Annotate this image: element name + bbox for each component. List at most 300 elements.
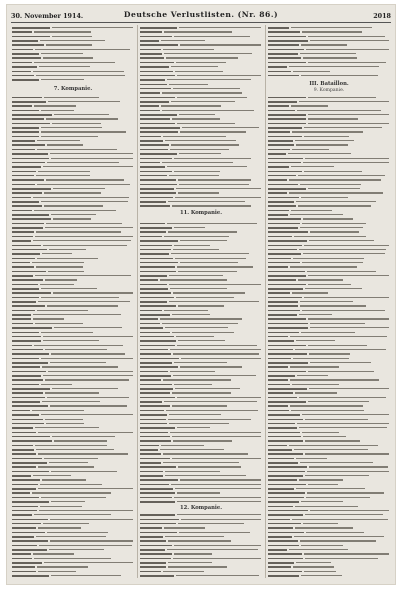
text-line	[176, 575, 259, 576]
text-line	[37, 258, 98, 259]
text-line	[291, 166, 334, 167]
text-line	[175, 71, 223, 72]
text-line	[140, 240, 178, 242]
text-line	[12, 432, 36, 434]
text-line	[268, 105, 289, 107]
text-line	[174, 497, 261, 498]
text-line	[309, 353, 350, 354]
text-line	[268, 379, 288, 381]
text-line	[164, 236, 229, 237]
text-line	[12, 575, 49, 577]
text-line	[51, 353, 125, 354]
text-line	[52, 388, 117, 389]
text-line	[268, 566, 291, 568]
text-line	[12, 397, 45, 399]
text-line	[32, 410, 84, 411]
text-line	[140, 153, 177, 155]
text-line	[37, 184, 130, 185]
text-line	[162, 92, 242, 93]
text-line	[177, 266, 254, 267]
text-line	[140, 144, 169, 146]
text-line	[40, 506, 82, 507]
text-line	[38, 571, 76, 572]
text-line	[140, 188, 174, 190]
text-line	[308, 275, 389, 276]
text-line	[12, 566, 35, 568]
text-line	[268, 66, 287, 68]
text-line	[268, 214, 288, 216]
text-line	[170, 432, 261, 433]
text-line	[310, 362, 371, 363]
text-line	[51, 575, 121, 576]
text-line	[268, 388, 307, 390]
text-line	[12, 166, 41, 168]
section-heading: 7. Kompanie.	[53, 86, 93, 92]
text-line	[170, 288, 227, 289]
text-line	[43, 375, 133, 376]
text-line	[140, 318, 158, 320]
text-line	[268, 144, 294, 146]
text-line	[169, 275, 223, 276]
text-line	[140, 66, 169, 68]
text-line	[268, 536, 292, 538]
text-line	[176, 188, 261, 189]
text-line	[12, 506, 38, 508]
text-line	[35, 445, 108, 446]
text-line	[12, 31, 32, 33]
text-line	[140, 166, 165, 168]
text-line	[34, 345, 123, 346]
text-line	[12, 336, 41, 338]
text-line	[33, 475, 71, 476]
text-line	[140, 405, 170, 407]
text-line	[268, 123, 306, 125]
text-line	[268, 558, 303, 560]
text-line	[163, 453, 248, 454]
text-line	[41, 79, 84, 80]
text-line	[140, 53, 162, 55]
text-line	[140, 553, 172, 555]
text-line	[12, 240, 31, 242]
text-line	[140, 401, 162, 403]
text-line	[38, 453, 128, 454]
text-line	[174, 158, 251, 159]
text-line	[268, 332, 299, 334]
text-line	[294, 236, 366, 237]
text-line	[12, 231, 34, 233]
text-line	[52, 27, 133, 28]
text-line	[140, 388, 173, 390]
text-line	[304, 297, 389, 298]
text-line	[290, 266, 358, 267]
text-line	[41, 110, 74, 111]
text-line	[268, 519, 290, 521]
text-line	[140, 88, 171, 90]
text-line	[12, 258, 35, 260]
text-line	[296, 144, 348, 145]
text-line	[174, 362, 227, 363]
text-line	[49, 249, 86, 250]
header-page-number: 2018	[373, 12, 391, 20]
text-line	[268, 310, 300, 312]
text-line	[179, 27, 261, 28]
text-line	[268, 292, 290, 294]
text-line	[140, 484, 169, 486]
text-line	[299, 101, 389, 102]
text-line	[268, 279, 296, 281]
text-line	[171, 144, 239, 145]
text-line	[140, 110, 160, 112]
text-line	[163, 462, 239, 463]
text-line	[178, 523, 243, 524]
text-line	[12, 271, 46, 273]
text-line	[268, 140, 293, 142]
text-line	[52, 123, 101, 124]
text-line	[42, 253, 72, 254]
text-line	[296, 201, 376, 202]
text-line	[268, 353, 307, 355]
text-line	[12, 171, 36, 173]
text-line	[308, 318, 389, 319]
text-line	[41, 288, 97, 289]
text-line	[140, 419, 166, 421]
text-line	[38, 466, 94, 467]
text-line	[295, 349, 386, 350]
text-line	[302, 262, 364, 263]
text-line	[291, 410, 364, 411]
text-line	[12, 288, 39, 290]
text-line	[268, 419, 303, 421]
text-line	[293, 258, 364, 259]
text-line	[12, 162, 45, 164]
text-line	[268, 336, 288, 338]
text-line	[268, 40, 308, 42]
text-line	[140, 101, 169, 103]
text-line	[302, 432, 340, 433]
text-line	[140, 79, 165, 81]
text-line	[268, 136, 302, 138]
text-line	[268, 97, 306, 99]
text-line	[12, 375, 41, 377]
text-line	[140, 566, 166, 568]
text-line	[140, 31, 162, 33]
text-line	[12, 62, 32, 64]
text-line	[140, 471, 163, 473]
text-line	[303, 218, 353, 219]
text-line	[50, 540, 133, 541]
text-line	[163, 379, 231, 380]
text-line	[173, 292, 246, 293]
text-line	[12, 127, 39, 129]
text-line	[163, 571, 204, 572]
text-line	[54, 440, 108, 441]
text-line	[295, 506, 359, 507]
text-line	[34, 210, 116, 211]
text-line	[179, 153, 220, 154]
text-line	[303, 57, 356, 58]
text-line	[174, 545, 261, 546]
text-line	[164, 310, 208, 311]
text-line	[42, 366, 118, 367]
text-line	[174, 227, 205, 228]
text-line	[293, 566, 334, 567]
text-line	[46, 44, 92, 45]
text-line	[164, 31, 233, 32]
text-line	[268, 401, 306, 403]
text-line	[308, 401, 369, 402]
text-line	[140, 427, 175, 429]
text-line	[12, 179, 44, 181]
text-line	[182, 127, 259, 128]
text-line	[12, 453, 36, 455]
text-line	[166, 410, 258, 411]
text-line	[140, 258, 173, 260]
text-line	[52, 436, 115, 437]
text-line	[289, 66, 379, 67]
text-line	[289, 179, 381, 180]
text-line	[268, 175, 296, 177]
text-line	[43, 245, 128, 246]
text-line	[12, 345, 32, 347]
text-line	[140, 479, 178, 481]
text-line	[292, 149, 328, 150]
text-line	[43, 336, 133, 337]
text-line	[48, 271, 84, 272]
text-line	[165, 475, 245, 476]
text-line	[301, 75, 378, 76]
text-line	[268, 362, 308, 364]
text-line	[12, 549, 47, 551]
text-line	[268, 397, 297, 399]
text-line	[172, 405, 227, 406]
text-line	[12, 401, 40, 403]
text-line	[268, 575, 299, 577]
text-line	[268, 205, 296, 207]
text-line	[12, 366, 40, 368]
text-line	[140, 523, 176, 525]
text-line	[168, 231, 237, 232]
page-header	[11, 9, 391, 23]
text-line	[12, 144, 45, 146]
text-line	[140, 92, 160, 94]
text-line	[33, 553, 74, 554]
text-line	[300, 301, 353, 302]
text-line	[12, 197, 31, 199]
text-line	[12, 327, 52, 329]
text-line	[176, 62, 225, 63]
text-line	[140, 397, 175, 399]
text-line	[140, 197, 173, 199]
text-line	[268, 210, 289, 212]
text-line	[268, 158, 303, 160]
text-line	[12, 223, 44, 225]
text-line	[268, 492, 305, 494]
text-line	[140, 462, 161, 464]
text-line	[165, 536, 224, 537]
text-line	[41, 384, 73, 385]
text-line	[140, 453, 161, 455]
text-line	[300, 227, 363, 228]
text-line	[140, 292, 171, 294]
text-line	[50, 153, 133, 154]
text-line	[178, 271, 237, 272]
text-line	[12, 140, 35, 142]
text-line	[140, 362, 172, 364]
text-line	[140, 71, 173, 73]
text-line	[268, 149, 290, 151]
text-line	[39, 510, 133, 511]
text-line	[45, 349, 106, 350]
text-line	[12, 214, 49, 216]
text-line	[172, 332, 234, 333]
text-line	[52, 36, 92, 37]
text-line	[12, 279, 43, 281]
text-line	[308, 284, 351, 285]
text-line	[140, 332, 170, 334]
text-line	[268, 371, 306, 373]
text-line	[140, 392, 170, 394]
text-line	[35, 236, 133, 237]
text-line	[268, 532, 304, 534]
text-line	[12, 449, 34, 451]
text-line	[181, 358, 261, 359]
text-line	[268, 549, 287, 551]
text-line	[172, 458, 261, 459]
text-line	[160, 318, 241, 319]
text-line	[168, 562, 213, 563]
text-line	[303, 523, 338, 524]
text-line	[268, 236, 292, 238]
text-line	[304, 171, 362, 172]
text-line	[299, 479, 342, 480]
text-line	[308, 36, 386, 37]
text-line	[302, 310, 385, 311]
text-line	[268, 44, 299, 46]
text-line	[12, 105, 32, 107]
text-line	[175, 258, 246, 259]
text-line	[172, 205, 251, 206]
text-line	[290, 214, 342, 215]
text-line	[54, 327, 123, 328]
text-line	[268, 271, 305, 273]
text-line	[12, 158, 49, 160]
text-line	[165, 327, 227, 328]
text-line	[298, 205, 370, 206]
text-line	[41, 127, 102, 128]
text-line	[12, 314, 31, 316]
text-line	[171, 101, 234, 102]
text-line	[295, 392, 337, 393]
text-line	[140, 501, 175, 503]
text-line	[12, 131, 39, 133]
text-line	[293, 358, 349, 359]
text-line	[175, 488, 261, 489]
text-line	[140, 527, 162, 529]
text-line	[140, 449, 158, 451]
text-line	[310, 323, 365, 324]
text-line	[140, 288, 168, 290]
text-line	[12, 297, 39, 299]
text-line	[268, 166, 289, 168]
text-line	[268, 218, 301, 220]
text-line	[37, 310, 89, 311]
text-line	[39, 545, 132, 546]
text-line	[290, 379, 379, 380]
text-line	[140, 492, 175, 494]
text-line	[12, 201, 39, 203]
text-line	[12, 536, 34, 538]
text-line	[140, 340, 176, 342]
text-line	[38, 432, 133, 433]
text-line	[295, 140, 354, 141]
text-line	[309, 240, 374, 241]
text-line	[47, 532, 108, 533]
text-line	[140, 97, 175, 99]
text-line	[140, 349, 168, 351]
text-line	[268, 127, 302, 129]
text-line	[305, 440, 360, 441]
text-line	[34, 31, 92, 32]
text-line	[173, 440, 232, 441]
text-line	[301, 575, 342, 576]
text-line	[46, 423, 84, 424]
text-line	[140, 249, 171, 251]
text-line	[140, 410, 164, 412]
text-line	[50, 405, 127, 406]
text-line	[177, 345, 257, 346]
text-line	[12, 471, 49, 473]
text-line	[12, 427, 33, 429]
text-line	[35, 323, 83, 324]
text-line	[268, 510, 308, 512]
text-line	[268, 31, 300, 33]
text-line	[44, 97, 99, 98]
text-line	[300, 184, 361, 185]
text-line	[268, 453, 303, 455]
text-line	[41, 358, 133, 359]
text-line	[12, 510, 37, 512]
text-line	[12, 262, 30, 264]
text-line	[41, 332, 94, 333]
text-line	[173, 353, 259, 354]
text-line	[12, 218, 51, 220]
text-line	[12, 71, 31, 73]
text-line	[140, 414, 167, 416]
text-line	[44, 458, 98, 459]
text-line	[171, 484, 261, 485]
text-line	[12, 66, 37, 68]
text-line	[291, 27, 372, 28]
text-line	[167, 549, 258, 550]
text-line	[12, 519, 48, 521]
text-line	[268, 36, 306, 38]
text-line	[307, 271, 376, 272]
section-heading: III. Bataillon.	[309, 81, 349, 87]
text-line	[12, 79, 39, 81]
text-line	[268, 327, 308, 329]
text-line	[165, 140, 236, 141]
text-line	[12, 153, 48, 155]
text-line	[12, 562, 42, 564]
text-line	[179, 114, 214, 115]
text-line	[308, 114, 389, 115]
text-line	[177, 501, 261, 502]
text-line	[12, 97, 42, 99]
text-line	[140, 445, 159, 447]
text-line	[12, 384, 39, 386]
text-line	[268, 540, 298, 542]
text-line	[140, 44, 178, 46]
